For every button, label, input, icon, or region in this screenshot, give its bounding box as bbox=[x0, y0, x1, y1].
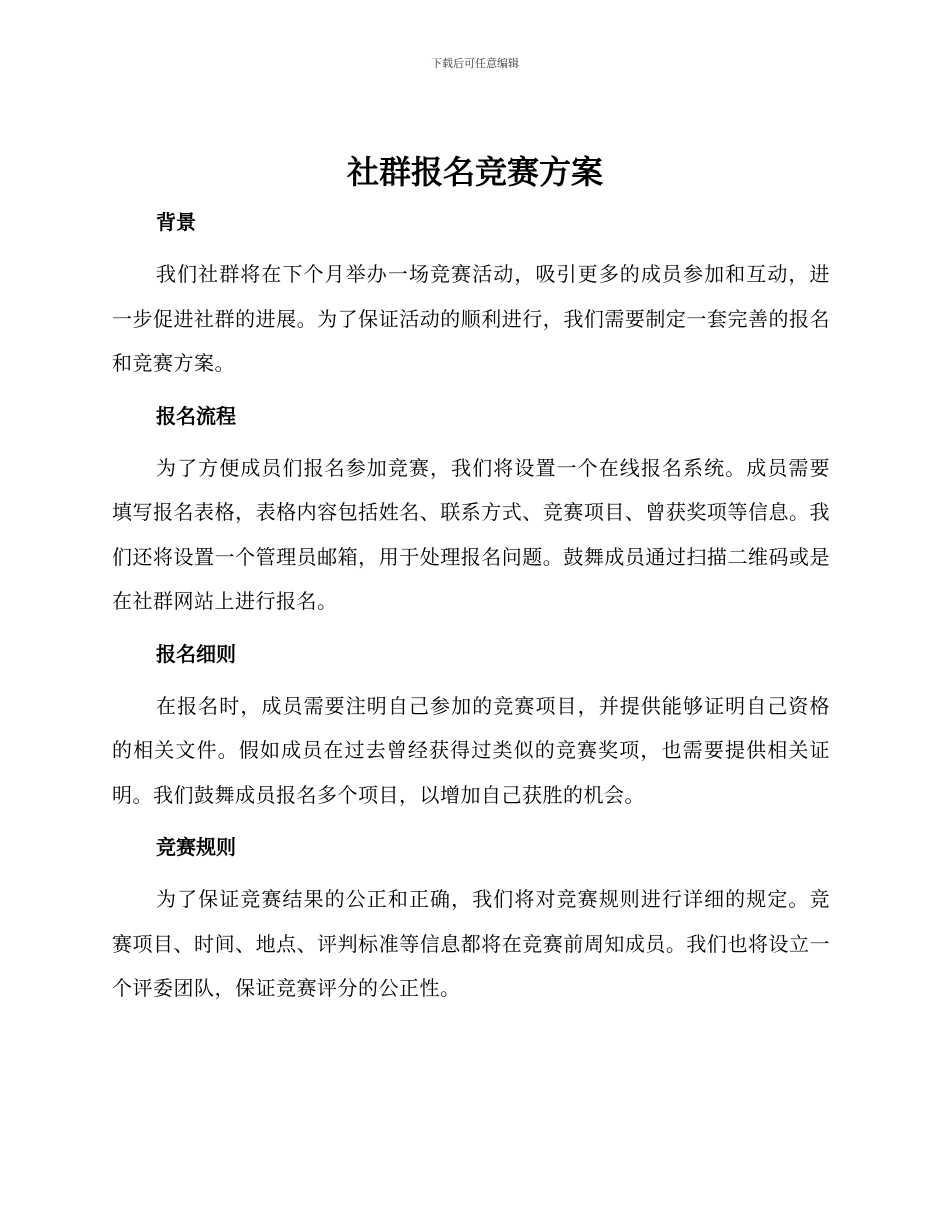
section-background bbox=[112, 202, 830, 386]
section-registration-rules bbox=[112, 634, 830, 818]
document-title: 社群报名竞赛方案 bbox=[346, 153, 603, 191]
section-paragraph: 在报名时，成员需要注明自己参加的竞赛项目，并提供能够证明自己资格的相关文件。假如成员在过去曾经获得过类似的竞赛奖项，也需要提供相关证明。我们鼓舞成员报名多个项目，以增加自己获胜的机会。 bbox=[112, 693, 830, 807]
section-paragraph: 为了保证竞赛结果的公正和正确，我们将对竞赛规则进行详细的规定。竞赛项目、时间、地点、评判标准等信息都将在竞赛前周知成员。我们也将设立一个评委团队，保证竞赛评分的公正性。 bbox=[112, 887, 830, 1000]
section-competition-rules bbox=[112, 827, 830, 1011]
section-heading: 报名流程 bbox=[156, 403, 236, 428]
page-header-note: 下载后可任意编辑 bbox=[431, 57, 519, 70]
document-body bbox=[112, 202, 830, 1021]
section-heading: 竞赛规则 bbox=[156, 835, 236, 859]
section-heading: 背景 bbox=[156, 210, 196, 234]
section-heading: 报名细则 bbox=[156, 641, 236, 666]
section-registration-process bbox=[112, 396, 830, 624]
section-paragraph: 为了方便成员们报名参加竞赛，我们将设置一个在线报名系统。成员需要填写报名表格，表格内容包括姓名、联系方式、竞赛项目、曾获奖项等信息。我们还将设置一个管理员邮箱，用于处理报名问题。鼓舞成员通过扫描二维码或是在社群网站上进行报名。 bbox=[112, 455, 830, 613]
section-paragraph: 我们社群将在下个月举办一场竞赛活动，吸引更多的成员参加和互动，进一步促进社群的进展。为了保证活动的顺利进行，我们需要制定一套完善的报名和竞赛方案。 bbox=[112, 262, 830, 375]
